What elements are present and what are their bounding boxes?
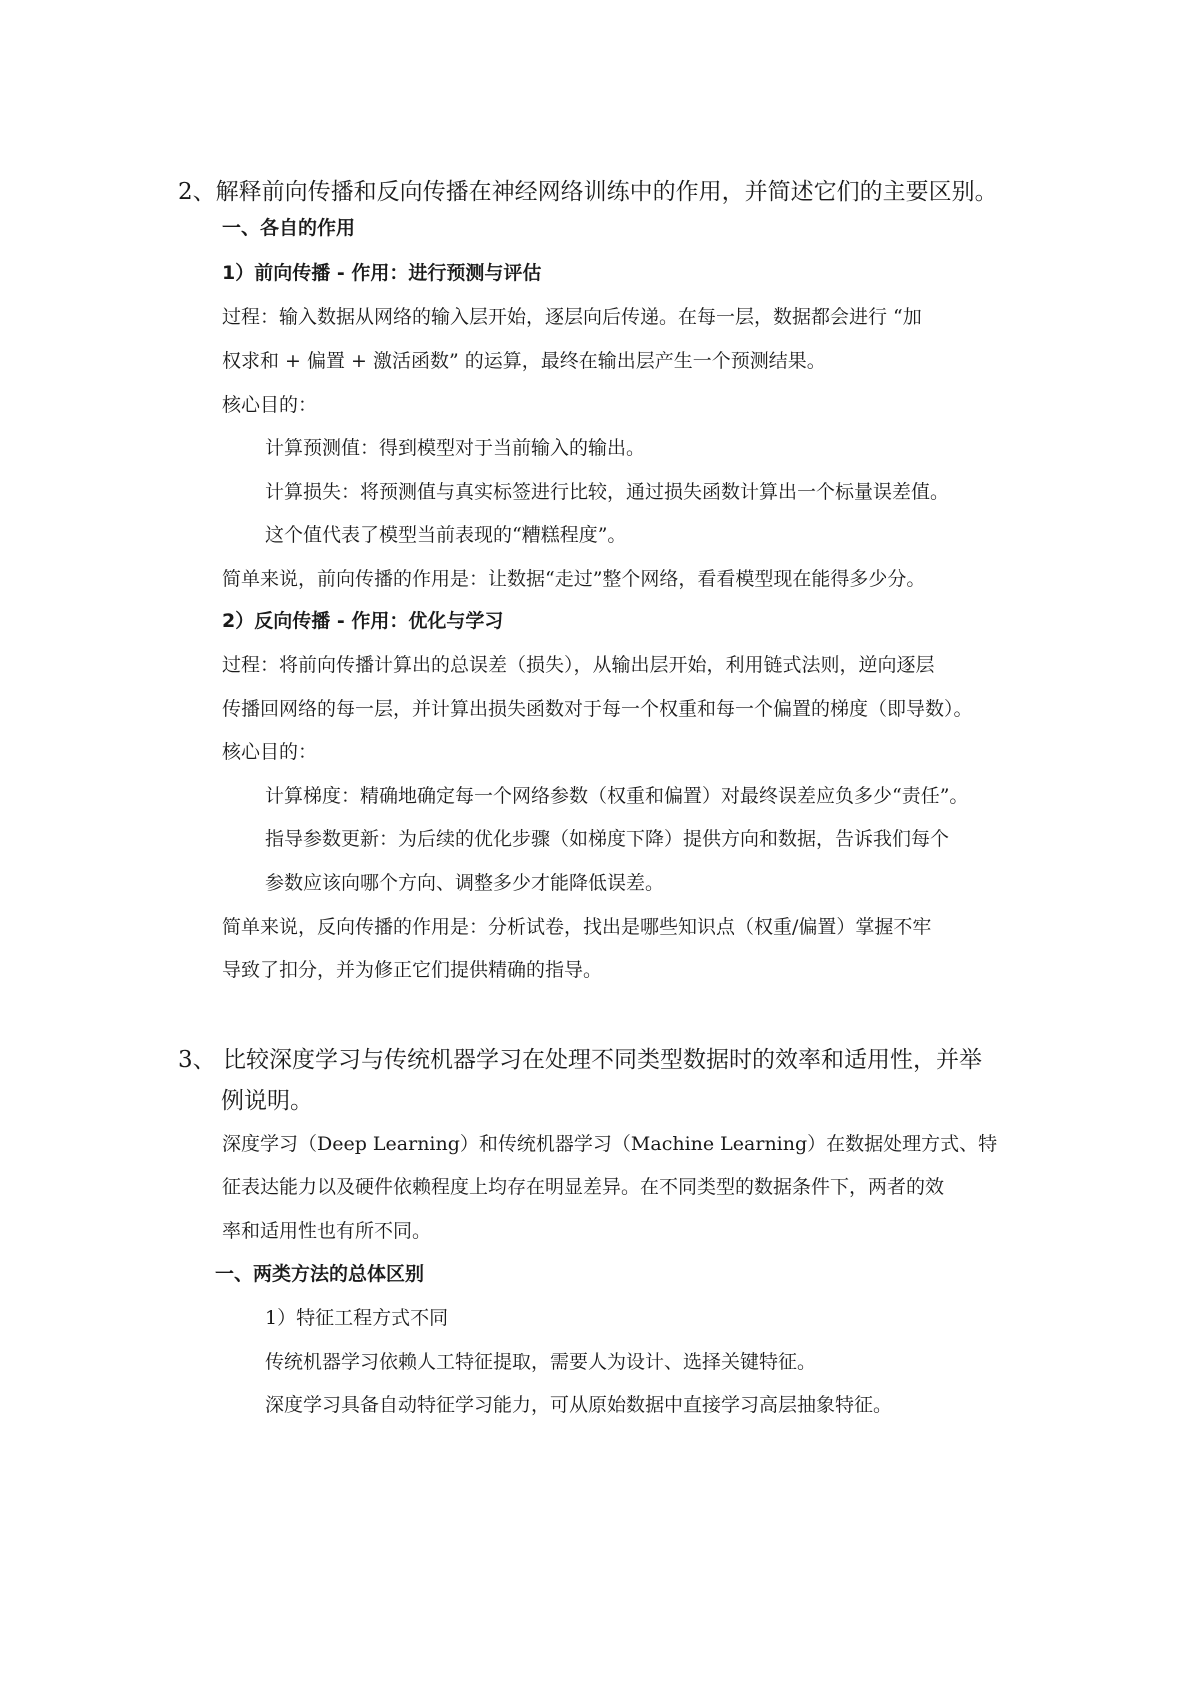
backward-core-item-1: 计算梯度：精确地确定每一个网络参数（权重和偏置）对最终误差应负多少“责任”。 — [265, 785, 969, 807]
question-3-title-line-2: 例说明。 — [221, 1088, 313, 1114]
forward-core-item-2-line-2: 这个值代表了模型当前表现的“糟糕程度”。 — [265, 524, 627, 546]
feature-engineering-item-1: 传统机器学习依赖人工特征提取，需要人为设计、选择关键特征。 — [265, 1351, 817, 1373]
forward-core-item-1: 计算预测值：得到模型对于当前输入的输出。 — [265, 437, 646, 459]
backward-summary-line-1: 简单来说，反向传播的作用是：分析试卷，找出是哪些知识点（权重/偏置）掌握不牢 — [222, 916, 932, 938]
backward-core-label: 核心目的： — [222, 741, 318, 763]
backward-summary-line-2: 导致了扣分，并为修正它们提供精确的指导。 — [222, 959, 603, 981]
feature-engineering-subheading: 1）特征工程方式不同 — [265, 1307, 449, 1329]
forward-summary: 简单来说，前向传播的作用是：让数据“走过”整个网络，看看模型现在能得多少分。 — [222, 568, 926, 590]
forward-process-line-1: 过程：输入数据从网络的输入层开始，逐层向后传递。在每一层，数据都会进行 “加 — [222, 306, 922, 328]
backward-core-item-2-line-2: 参数应该向哪个方向、调整多少才能降低误差。 — [265, 872, 665, 894]
forward-core-item-2-line-1: 计算损失：将预测值与真实标签进行比较，通过损失函数计算出一个标量误差值。 — [265, 481, 950, 503]
section-heading-roles: 一、各自的作用 — [222, 217, 356, 239]
backward-process-line-2: 传播回网络的每一层，并计算出损失函数对于每一个权重和每一个偏置的梯度（即导数）。 — [222, 698, 973, 720]
backward-process-line-1: 过程：将前向传播计算出的总误差（损失），从输出层开始，利用链式法则，逆向逐层 — [222, 654, 935, 676]
section-heading-overall-difference: 一、两类方法的总体区别 — [215, 1263, 425, 1285]
question-3-intro-line-2: 征表达能力以及硬件依赖程度上均存在明显差异。在不同类型的数据条件下，两者的效 — [222, 1176, 945, 1198]
backward-core-item-2-line-1: 指导参数更新：为后续的优化步骤（如梯度下降）提供方向和数据，告诉我们每个 — [265, 828, 950, 850]
forward-propagation-heading: 1）前向传播 - 作用：进行预测与评估 — [222, 262, 542, 284]
backward-propagation-heading: 2）反向传播 - 作用：优化与学习 — [222, 610, 504, 632]
forward-process-line-2: 权求和 + 偏置 + 激活函数” 的运算，最终在输出层产生一个预测结果。 — [222, 350, 826, 372]
forward-core-label: 核心目的： — [222, 394, 318, 416]
question-3-intro-line-1: 深度学习（Deep Learning）和传统机器学习（Machine Learning）在数据处理方式、特 — [222, 1133, 998, 1155]
question-2-title: 2、解释前向传播和反向传播在神经网络训练中的作用，并简述它们的主要区别。 — [178, 179, 998, 205]
question-3-title-line-1: 3、 比较深度学习与传统机器学习在处理不同类型数据时的效率和适用性，并举 — [178, 1047, 982, 1073]
feature-engineering-item-2: 深度学习具备自动特征学习能力，可从原始数据中直接学习高层抽象特征。 — [265, 1394, 893, 1416]
question-3-intro-line-3: 率和适用性也有所不同。 — [222, 1220, 432, 1242]
